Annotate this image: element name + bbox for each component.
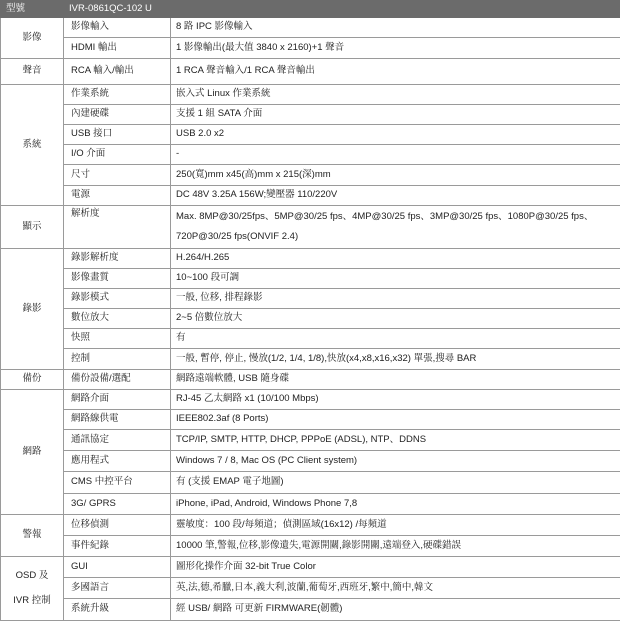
category-osd-line-1: OSD 及: [1, 571, 63, 582]
category-alarm: 警報: [1, 515, 64, 557]
feature-value: 圖形化操作介面 32-bit True Color: [171, 557, 620, 578]
feature-value: TCP/IP, SMTP, HTTP, DHCP, PPPoE (ADSL), NTP、DDNS: [171, 430, 620, 451]
header-row: [1, 1, 620, 18]
spec-row: [1, 451, 620, 472]
spec-row: [1, 329, 620, 349]
feature-value: 支援 1 組 SATA 介面: [171, 105, 620, 125]
feature-value: 2~5 倍數位放大: [171, 309, 620, 329]
category-recording: 錄影: [1, 249, 64, 370]
feature-value: 1 RCA 聲音輸入/1 RCA 聲音輸出: [171, 59, 620, 85]
spec-row: [1, 125, 620, 145]
spec-row: [1, 38, 620, 59]
feature-label: 尺寸: [64, 165, 171, 186]
feature-label: USB 接口: [64, 125, 171, 145]
spec-row: [1, 494, 620, 515]
feature-value: 有 (支援 EMAP 電子地圖): [171, 472, 620, 494]
feature-label: 錄影解析度: [64, 249, 171, 269]
spec-row: [1, 59, 620, 85]
feature-value: 嵌入式 Linux 作業系統: [171, 85, 620, 105]
feature-value: 一般, 位移, 排程錄影: [171, 289, 620, 309]
category-backup: 備份: [1, 370, 64, 390]
spec-row: [1, 578, 620, 599]
category-video: 影像: [1, 18, 64, 59]
spec-row: [1, 309, 620, 329]
feature-label: 事件紀錄: [64, 536, 171, 557]
feature-value: RJ-45 乙太網路 x1 (10/100 Mbps): [171, 390, 620, 410]
spec-row: [1, 206, 620, 249]
spec-row: [1, 18, 620, 38]
spec-row: [1, 472, 620, 494]
feature-label: 影像畫質: [64, 269, 171, 289]
spec-row: [1, 515, 620, 536]
feature-label: 系統升級: [64, 599, 171, 621]
feature-label: 位移偵測: [64, 515, 171, 536]
feature-label: 快照: [64, 329, 171, 349]
spec-row: [1, 557, 620, 578]
feature-value: 250(寬)mm x45(高)mm x 215(深)mm: [171, 165, 620, 186]
feature-label: 數位放大: [64, 309, 171, 329]
feature-value: 10~100 段可調: [171, 269, 620, 289]
spec-row: [1, 269, 620, 289]
feature-label: RCA 輸入/輸出: [64, 59, 171, 85]
feature-value: 一般, 暫停, 停止, 慢放(1/2, 1/4, 1/8),快放(x4,x8,x16,x32) 單張,搜尋 BAR: [171, 349, 620, 370]
feature-label: 電源: [64, 186, 171, 206]
feature-value: Windows 7 / 8, Mac OS (PC Client system): [171, 451, 620, 472]
spec-row: [1, 165, 620, 186]
feature-value: H.264/H.265: [171, 249, 620, 269]
spec-row: [1, 349, 620, 370]
resolution-line-1: Max. 8MP@30/25fps、5MP@30/25 fps、4MP@30/25 fps、3MP@30/25 fps、1080P@30/25 fps、: [176, 212, 620, 223]
resolution-line-2: 720P@30/25 fps(ONVIF 2.4): [176, 232, 620, 243]
header-model: IVR-0861QC-102 U: [64, 1, 620, 18]
feature-label: 網路介面: [64, 390, 171, 410]
feature-label: 內建硬碟: [64, 105, 171, 125]
category-audio: 聲音: [1, 59, 64, 85]
feature-value: USB 2.0 x2: [171, 125, 620, 145]
feature-label: 多國語言: [64, 578, 171, 599]
feature-value: DC 48V 3.25A 156W;變壓器 110/220V: [171, 186, 620, 206]
feature-value: [171, 206, 620, 249]
feature-label: 作業系統: [64, 85, 171, 105]
feature-label: GUI: [64, 557, 171, 578]
feature-value: 1 影像輸出(最大值 3840 x 2160)+1 聲音: [171, 38, 620, 59]
feature-value: 靈敏度：100 段/每頻道；偵測區域(16x12) /每頻道: [171, 515, 620, 536]
spec-row: [1, 370, 620, 390]
feature-value: IEEE802.3af (8 Ports): [171, 410, 620, 430]
spec-row: [1, 289, 620, 309]
feature-label: 應用程式: [64, 451, 171, 472]
category-osd-line-2: IVR 控制: [1, 596, 63, 607]
spec-row: [1, 599, 620, 621]
category-network: 網路: [1, 390, 64, 515]
feature-value: 有: [171, 329, 620, 349]
spec-row: [1, 249, 620, 269]
feature-value: 10000 筆,警報,位移,影像遺失,電源開關,錄影開關,遠端登入,硬碟錯誤: [171, 536, 620, 557]
spec-row: [1, 430, 620, 451]
spec-row: [1, 410, 620, 430]
spec-row: [1, 390, 620, 410]
feature-label: HDMI 輸出: [64, 38, 171, 59]
feature-label: 備份設備/選配: [64, 370, 171, 390]
feature-label: 3G/ GPRS: [64, 494, 171, 515]
spec-row: [1, 536, 620, 557]
feature-label: 錄影模式: [64, 289, 171, 309]
header-label: 型號: [1, 1, 64, 18]
feature-label: 控制: [64, 349, 171, 370]
spec-row: [1, 85, 620, 105]
feature-value: 8 路 IPC 影像輸入: [171, 18, 620, 38]
feature-label: 影像輸入: [64, 18, 171, 38]
spec-row: [1, 186, 620, 206]
feature-value: 經 USB/ 網路 可更新 FIRMWARE(韌體): [171, 599, 620, 621]
feature-label: 解析度: [64, 206, 171, 249]
feature-value: 網路遠端軟體, USB 隨身碟: [171, 370, 620, 390]
feature-value: iPhone, iPad, Android, Windows Phone 7,8: [171, 494, 620, 515]
category-display: 顯示: [1, 206, 64, 249]
feature-label: 通訊協定: [64, 430, 171, 451]
category-system: 系統: [1, 85, 64, 206]
spec-row: [1, 145, 620, 165]
feature-label: CMS 中控平台: [64, 472, 171, 494]
feature-value: -: [171, 145, 620, 165]
feature-value: 英,法,德,希臘,日本,義大利,波蘭,葡萄牙,西班牙,繁中,簡中,韓文: [171, 578, 620, 599]
feature-label: I/O 介面: [64, 145, 171, 165]
category-osd-ivr: [1, 557, 64, 621]
spec-row: [1, 105, 620, 125]
feature-label: 網路線供電: [64, 410, 171, 430]
